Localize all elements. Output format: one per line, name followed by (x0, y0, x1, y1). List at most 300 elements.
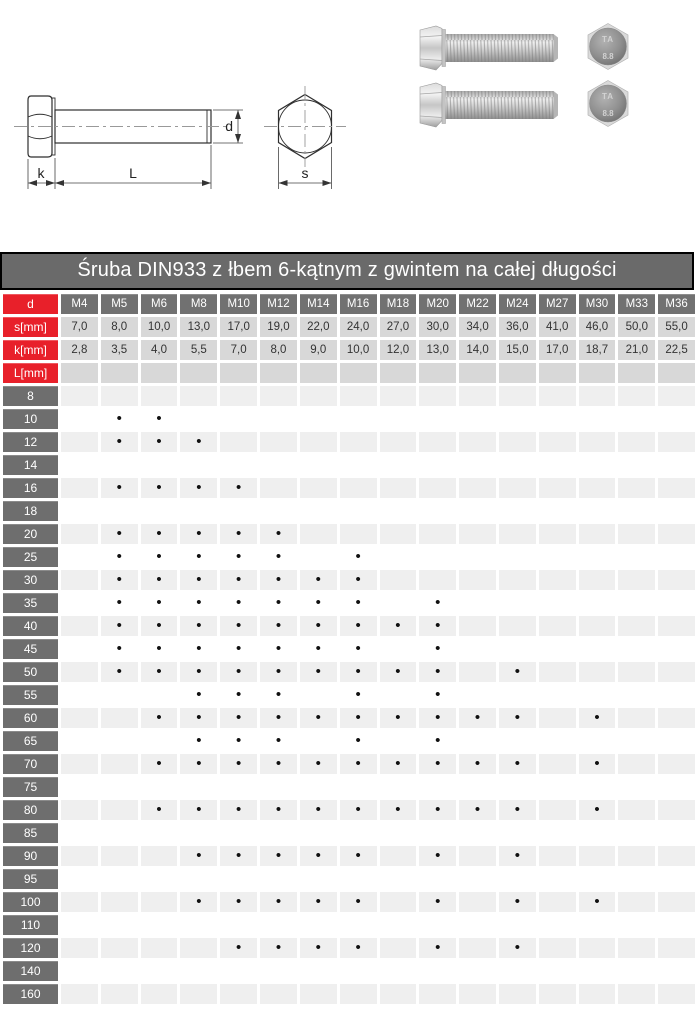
availability-cell (61, 892, 98, 912)
length-label: 120 (3, 938, 58, 958)
length-label: 50 (3, 662, 58, 682)
availability-dot: • (355, 709, 361, 726)
length-row-8 (3, 386, 695, 406)
availability-cell (658, 455, 695, 475)
availability-dot: • (315, 847, 321, 864)
availability-dot: • (315, 594, 321, 611)
availability-cell (340, 846, 377, 866)
availability-cell (101, 892, 138, 912)
availability-cell (618, 478, 655, 498)
availability-cell (459, 777, 496, 797)
availability-cell (220, 639, 257, 659)
availability-dot: • (236, 755, 242, 772)
availability-cell (618, 570, 655, 590)
availability-cell (220, 731, 257, 751)
availability-dot: • (196, 893, 202, 910)
availability-cell (459, 984, 496, 1004)
availability-cell (419, 800, 456, 820)
availability-dot: • (236, 617, 242, 634)
availability-cell (260, 593, 297, 613)
availability-cell (618, 892, 655, 912)
col-header-M22: M22 (459, 294, 496, 314)
availability-dot: • (395, 755, 401, 772)
availability-cell (141, 915, 178, 935)
availability-cell (618, 777, 655, 797)
availability-cell (141, 639, 178, 659)
availability-cell (459, 639, 496, 659)
availability-dot: • (156, 433, 162, 450)
availability-cell (300, 846, 337, 866)
availability-cell (618, 869, 655, 889)
availability-cell (419, 777, 456, 797)
availability-cell (380, 501, 417, 521)
availability-cell (141, 478, 178, 498)
length-label: 35 (3, 593, 58, 613)
availability-cell (180, 708, 217, 728)
availability-cell (539, 616, 576, 636)
availability-cell (539, 892, 576, 912)
availability-cell (300, 777, 337, 797)
k-value-cell: 7,0 (220, 340, 257, 360)
dim-label-L: L (129, 165, 137, 181)
availability-cell (141, 869, 178, 889)
availability-dot: • (236, 571, 242, 588)
availability-cell (180, 662, 217, 682)
availability-cell (539, 570, 576, 590)
availability-cell (499, 800, 536, 820)
availability-cell (300, 708, 337, 728)
length-label: 20 (3, 524, 58, 544)
availability-cell (499, 662, 536, 682)
availability-cell (419, 524, 456, 544)
availability-dot: • (236, 548, 242, 565)
availability-cell (380, 455, 417, 475)
availability-cell (300, 478, 337, 498)
availability-dot: • (156, 548, 162, 565)
availability-cell (180, 961, 217, 981)
s-value-cell: 46,0 (579, 317, 616, 337)
head-stamp-brand: TA (601, 35, 615, 44)
length-row-14 (3, 455, 695, 475)
availability-cell (539, 662, 576, 682)
availability-dot: • (156, 410, 162, 427)
availability-cell (380, 800, 417, 820)
availability-cell (61, 777, 98, 797)
availability-cell (539, 800, 576, 820)
availability-cell (459, 547, 496, 567)
availability-cell (499, 409, 536, 429)
availability-cell (579, 892, 616, 912)
dim-label-s: s (301, 165, 309, 181)
availability-cell (579, 915, 616, 935)
availability-cell (380, 432, 417, 452)
availability-cell (579, 731, 616, 751)
availability-cell (579, 846, 616, 866)
availability-cell (459, 432, 496, 452)
availability-cell (380, 938, 417, 958)
availability-dot: • (435, 617, 441, 634)
availability-cell (180, 639, 217, 659)
availability-cell (579, 409, 616, 429)
availability-cell (101, 938, 138, 958)
availability-cell (658, 616, 695, 636)
L-header-cell (539, 363, 576, 383)
availability-dot: • (355, 571, 361, 588)
availability-cell (180, 731, 217, 751)
availability-cell (260, 570, 297, 590)
availability-cell (618, 432, 655, 452)
bolt-photo-row-2 (420, 81, 628, 128)
availability-cell (459, 938, 496, 958)
availability-cell (260, 869, 297, 889)
availability-dot: • (275, 571, 282, 588)
k-value-cell: 12,0 (380, 340, 417, 360)
availability-cell (539, 777, 576, 797)
availability-cell (220, 869, 257, 889)
availability-dot: • (196, 801, 202, 818)
availability-cell (499, 432, 536, 452)
availability-cell (579, 708, 616, 728)
head-stamp-brand: TA (601, 92, 615, 101)
bolt-photo-row-1 (420, 24, 628, 71)
availability-cell (658, 409, 695, 429)
availability-cell (579, 984, 616, 1004)
availability-cell (220, 708, 257, 728)
availability-cell (459, 616, 496, 636)
availability-cell (380, 892, 417, 912)
availability-cell (220, 915, 257, 935)
availability-cell (300, 731, 337, 751)
availability-cell (419, 432, 456, 452)
availability-cell (419, 409, 456, 429)
availability-dot: • (315, 663, 321, 680)
availability-cell (459, 708, 496, 728)
availability-cell (141, 386, 178, 406)
availability-cell (579, 570, 616, 590)
row-label-L: L[mm] (3, 363, 58, 383)
availability-cell (220, 593, 257, 613)
availability-cell (61, 800, 98, 820)
availability-dot: • (236, 801, 242, 818)
length-row-18 (3, 501, 695, 521)
length-label: 140 (3, 961, 58, 981)
availability-cell (61, 685, 98, 705)
availability-cell (419, 501, 456, 521)
availability-cell (300, 432, 337, 452)
availability-cell (579, 685, 616, 705)
availability-cell (220, 547, 257, 567)
availability-cell (141, 800, 178, 820)
availability-cell (260, 938, 297, 958)
availability-cell (180, 386, 217, 406)
s-value-cell: 34,0 (459, 317, 496, 337)
availability-cell (579, 616, 616, 636)
availability-cell (220, 823, 257, 843)
availability-cell (180, 524, 217, 544)
availability-cell (141, 731, 178, 751)
availability-cell (459, 386, 496, 406)
availability-cell (61, 547, 98, 567)
availability-cell (220, 455, 257, 475)
availability-cell (141, 409, 178, 429)
availability-cell (141, 777, 178, 797)
L-header-cell (61, 363, 98, 383)
availability-dot: • (315, 939, 321, 956)
availability-dot: • (196, 594, 202, 611)
availability-dot: • (474, 801, 481, 818)
k-value-cell: 4,0 (141, 340, 178, 360)
availability-cell (539, 593, 576, 613)
availability-cell (618, 616, 655, 636)
table-title: Śruba DIN933 z łbem 6-kątnym z gwintem na całej długości (0, 252, 694, 290)
availability-cell (459, 409, 496, 429)
availability-dot: • (236, 525, 242, 542)
availability-cell (101, 708, 138, 728)
availability-dot: • (156, 640, 162, 657)
length-row-12 (3, 432, 695, 452)
availability-dot: • (236, 732, 242, 749)
availability-cell (180, 869, 217, 889)
availability-cell (220, 984, 257, 1004)
availability-dot: • (435, 847, 441, 864)
availability-cell (618, 685, 655, 705)
availability-cell (340, 823, 377, 843)
availability-cell (459, 800, 496, 820)
availability-cell (300, 524, 337, 544)
availability-cell (419, 386, 456, 406)
availability-cell (579, 524, 616, 544)
availability-cell (141, 938, 178, 958)
k-value-cell: 22,5 (658, 340, 695, 360)
availability-dot: • (514, 939, 520, 956)
availability-cell (180, 846, 217, 866)
availability-cell (618, 754, 655, 774)
availability-cell (658, 524, 695, 544)
availability-cell (579, 869, 616, 889)
availability-cell (618, 409, 655, 429)
availability-dot: • (156, 709, 162, 726)
availability-dot: • (275, 617, 282, 634)
s-value-cell: 7,0 (61, 317, 98, 337)
availability-dot: • (196, 686, 202, 703)
availability-cell (579, 593, 616, 613)
head-stamp-class: 8.8 (602, 109, 614, 118)
availability-cell (499, 915, 536, 935)
availability-cell (499, 639, 536, 659)
availability-cell (499, 869, 536, 889)
availability-cell (340, 938, 377, 958)
availability-cell (579, 501, 616, 521)
s-value-cell: 13,0 (180, 317, 217, 337)
availability-dot: • (275, 594, 282, 611)
availability-cell (380, 731, 417, 751)
availability-cell (101, 961, 138, 981)
availability-cell (658, 570, 695, 590)
length-row-16 (3, 478, 695, 498)
availability-cell (459, 846, 496, 866)
availability-dot: • (275, 893, 282, 910)
availability-cell (141, 455, 178, 475)
availability-dot: • (355, 594, 361, 611)
availability-cell (220, 754, 257, 774)
availability-dot: • (435, 893, 441, 910)
availability-cell (380, 570, 417, 590)
availability-dot: • (355, 663, 361, 680)
availability-cell (180, 892, 217, 912)
length-label: 18 (3, 501, 58, 521)
availability-dot: • (196, 755, 202, 772)
availability-cell (141, 593, 178, 613)
length-label: 10 (3, 409, 58, 429)
availability-cell (459, 754, 496, 774)
availability-cell (380, 777, 417, 797)
availability-cell (340, 593, 377, 613)
availability-cell (658, 892, 695, 912)
availability-dot: • (196, 663, 202, 680)
availability-cell (101, 409, 138, 429)
availability-dot: • (236, 640, 242, 657)
availability-cell (539, 915, 576, 935)
availability-cell (459, 685, 496, 705)
availability-dot: • (315, 801, 321, 818)
availability-cell (260, 386, 297, 406)
availability-cell (220, 386, 257, 406)
availability-cell (260, 685, 297, 705)
L-header-cell (459, 363, 496, 383)
availability-cell (618, 731, 655, 751)
availability-dot: • (236, 893, 242, 910)
availability-dot: • (275, 847, 282, 864)
availability-cell (658, 478, 695, 498)
availability-cell (220, 846, 257, 866)
availability-cell (180, 616, 217, 636)
dim-k-L (28, 145, 211, 189)
availability-cell (618, 915, 655, 935)
availability-cell (380, 524, 417, 544)
availability-cell (380, 823, 417, 843)
col-header-M18: M18 (380, 294, 417, 314)
availability-cell (579, 754, 616, 774)
availability-cell (539, 547, 576, 567)
availability-cell (579, 432, 616, 452)
availability-cell (579, 823, 616, 843)
availability-cell (579, 938, 616, 958)
availability-cell (419, 823, 456, 843)
k-value-cell: 13,0 (419, 340, 456, 360)
availability-cell (380, 409, 417, 429)
length-row-120 (3, 938, 695, 958)
availability-dot: • (116, 617, 122, 634)
availability-cell (300, 938, 337, 958)
availability-cell (300, 386, 337, 406)
availability-cell (340, 915, 377, 935)
availability-cell (658, 961, 695, 981)
availability-cell (380, 754, 417, 774)
availability-cell (419, 731, 456, 751)
col-header-M36: M36 (658, 294, 695, 314)
availability-cell (141, 961, 178, 981)
availability-cell (101, 478, 138, 498)
availability-cell (419, 662, 456, 682)
length-row-100 (3, 892, 695, 912)
length-label: 95 (3, 869, 58, 889)
availability-cell (101, 593, 138, 613)
length-row-20 (3, 524, 695, 544)
availability-cell (380, 984, 417, 1004)
availability-cell (539, 432, 576, 452)
availability-cell (618, 823, 655, 843)
availability-cell (300, 616, 337, 636)
availability-cell (101, 501, 138, 521)
availability-cell (539, 639, 576, 659)
head-stamp-class: 8.8 (602, 52, 614, 61)
availability-cell (658, 800, 695, 820)
availability-cell (141, 892, 178, 912)
availability-dot: • (355, 640, 361, 657)
availability-cell (260, 524, 297, 544)
availability-cell (499, 731, 536, 751)
availability-cell (658, 846, 695, 866)
availability-cell (260, 662, 297, 682)
availability-cell (141, 984, 178, 1004)
availability-cell (459, 961, 496, 981)
length-label: 14 (3, 455, 58, 475)
availability-cell (618, 524, 655, 544)
availability-cell (539, 501, 576, 521)
availability-cell (340, 731, 377, 751)
availability-dot: • (116, 571, 122, 588)
availability-dot: • (156, 801, 162, 818)
availability-cell (658, 777, 695, 797)
availability-cell (539, 409, 576, 429)
availability-cell (459, 593, 496, 613)
length-label: 8 (3, 386, 58, 406)
availability-cell (579, 547, 616, 567)
availability-cell (61, 432, 98, 452)
availability-cell (300, 823, 337, 843)
k-value-cell: 14,0 (459, 340, 496, 360)
availability-dot: • (594, 893, 600, 910)
bolt-head-side-photo (420, 26, 442, 70)
length-label: 25 (3, 547, 58, 567)
availability-cell (539, 524, 576, 544)
availability-cell (180, 800, 217, 820)
availability-cell (618, 455, 655, 475)
availability-cell (658, 501, 695, 521)
availability-cell (101, 800, 138, 820)
availability-dot: • (315, 617, 321, 634)
availability-cell (340, 961, 377, 981)
availability-cell (499, 708, 536, 728)
availability-cell (419, 754, 456, 774)
availability-dot: • (315, 571, 321, 588)
availability-cell (658, 386, 695, 406)
availability-cell (61, 938, 98, 958)
col-header-d: d (3, 294, 58, 314)
availability-cell (419, 593, 456, 613)
availability-cell (180, 409, 217, 429)
availability-dot: • (275, 640, 282, 657)
availability-dot: • (275, 755, 282, 772)
row-label-k: k[mm] (3, 340, 58, 360)
availability-cell (658, 432, 695, 452)
technical-drawing (0, 0, 350, 252)
availability-cell (459, 731, 496, 751)
availability-cell (658, 685, 695, 705)
availability-dot: • (275, 525, 282, 542)
availability-cell (101, 754, 138, 774)
availability-cell (260, 708, 297, 728)
